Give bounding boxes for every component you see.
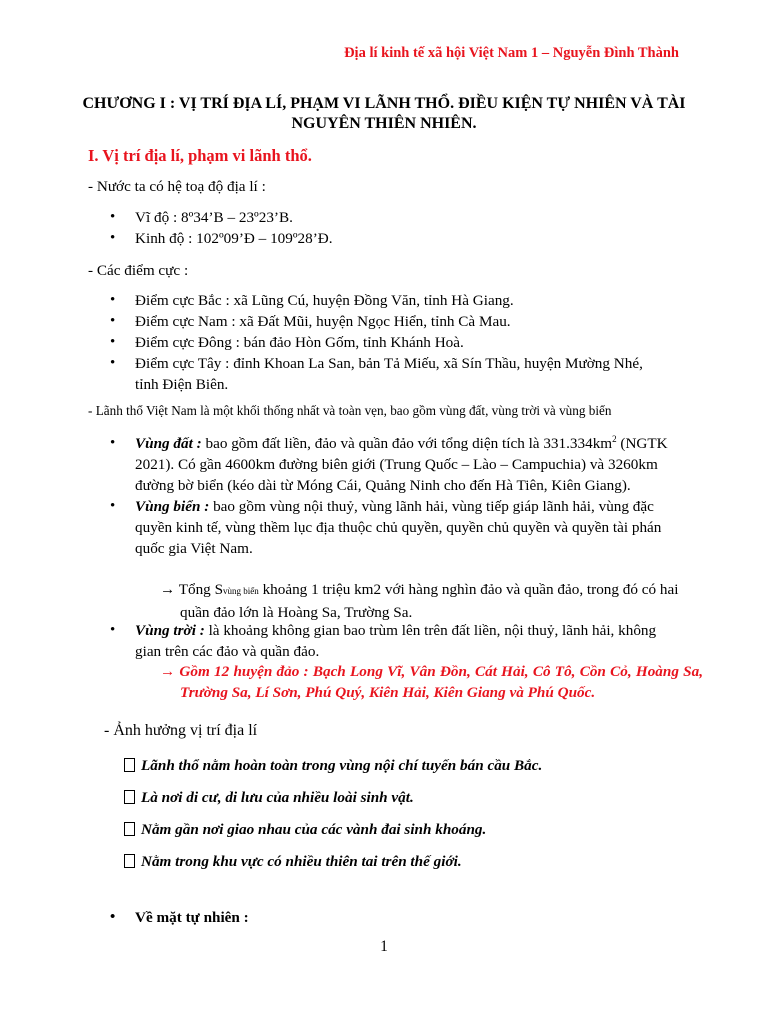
territory-list-air [108,620,683,662]
nature-list [108,907,508,928]
extremes-list [108,290,688,395]
influence-item: Lãnh thổ nằm hoàn toàn trong vùng nội chí tuyến bán cầu Bắc. [124,755,542,776]
checkbox-icon [124,854,135,868]
influence-item: Nằm trong khu vực có nhiều thiên tai trên thế giới. [124,851,462,872]
checkbox-icon [124,790,135,804]
page-number: 1 [380,938,388,955]
checkbox-icon [124,758,135,772]
land-text-cont: (NGTK 2021). Có gần 4600km đường biên giới (Trung Quốc – Lào – Campuchia) và 3260km đường bờ biển (kéo dài từ Móng Cái, Quảng Ninh cho đến Hà Tiên, Kiên Giang). [135,435,668,494]
list-item: • Điểm cực Bắc : xã Lũng Cú, huyện Đồng Văn, tỉnh Hà Giang. [108,290,688,311]
list-item: • Kinh độ : 102º09’Đ – 109º28’Đ. [108,228,708,249]
list-item-sea [108,496,683,559]
territory-list [108,433,683,559]
sea-label: Vùng biển : [135,498,210,515]
sea-text: bao gồm vùng nội thuỷ, vùng lãnh hải, vùng tiếp giáp lãnh hải, vùng đặc quyền kinh tế, vùng thềm lục địa thuộc chủ quyền, quyền chủ quyền và quyền tài phán quốc gia Việt Nam. [135,498,662,557]
influence-item: Nằm gần nơi giao nhau của các vành đai sinh khoáng. [124,819,486,840]
land-text: bao gồm đất liền, đảo và quần đảo với tổng diện tích là 331.334km [201,435,613,452]
sea-total-note: → Tổng Svùng biển khoảng 1 triệu km2 với hàng nghìn đảo và quần đảo, trong đó có hai quần đảo lớn là Hoàng Sa, Trường Sa. [160,581,679,621]
territory-intro: - Lãnh thổ Việt Nam là một khối thống nhất và toàn vẹn, bao gồm vùng đất, vùng trời và vùng biển [88,403,612,418]
influence-intro: - Ảnh hưởng vị trí địa lí [104,722,258,739]
influence-item: Là nơi di cư, di lưu của nhiều loài sinh vật. [124,787,414,808]
coords-intro: - Nước ta có hệ toạ độ địa lí : [88,178,266,195]
air-label: Vùng trời : [135,622,205,639]
air-text: là khoảng không gian bao trùm lên trên đất liền, nội thuỷ, lãnh hải, không gian trên các đảo và quần đảo. [135,622,657,660]
islands-note: → Gồm 12 huyện đảo : Bạch Long Vĩ, Vân Đồn, Cát Hải, Cô Tô, Cồn Cỏ, Hoàng Sa, Trường Sa, Lí Sơn, Phú Quý, Kiên Hải, Kiên Giang và Phú Quốc. [160,663,703,701]
list-item: • Điểm cực Nam : xã Đất Mũi, huyện Ngọc Hiển, tỉnh Cà Mau. [108,311,688,332]
list-item: • Điểm cực Tây : đỉnh Khoan La San, bản Tả Miếu, xã Sín Thầu, huyện Mường Nhé, tỉnh Điện Biên. [108,353,655,395]
section-title: I. Vị trí địa lí, phạm vi lãnh thổ. [88,146,312,165]
chapter-title: CHƯƠNG I : VỊ TRÍ ĐỊA LÍ, PHẠM VI LÃNH THỔ. ĐIỀU KIỆN TỰ NHIÊN VÀ TÀI NGUYÊN THIÊN NHIÊN. [82,95,686,132]
extremes-intro: - Các điểm cực : [88,262,189,279]
coords-list [108,207,708,249]
list-item: • Điểm cực Đông : bán đảo Hòn Gốm, tỉnh Khánh Hoà. [108,332,688,353]
list-item-air [108,620,683,662]
list-item: • Vĩ độ : 8º34’B – 23º23’B. [108,207,708,228]
nature-heading: • Về mặt tự nhiên : [108,907,508,928]
land-sup: 2 [612,433,617,444]
checkbox-icon [124,822,135,836]
page-header: Địa lí kinh tế xã hội Việt Nam 1 – Nguyễn Đình Thành [344,45,679,61]
list-item-land [108,433,683,496]
land-label: Vùng đất : [135,435,202,452]
